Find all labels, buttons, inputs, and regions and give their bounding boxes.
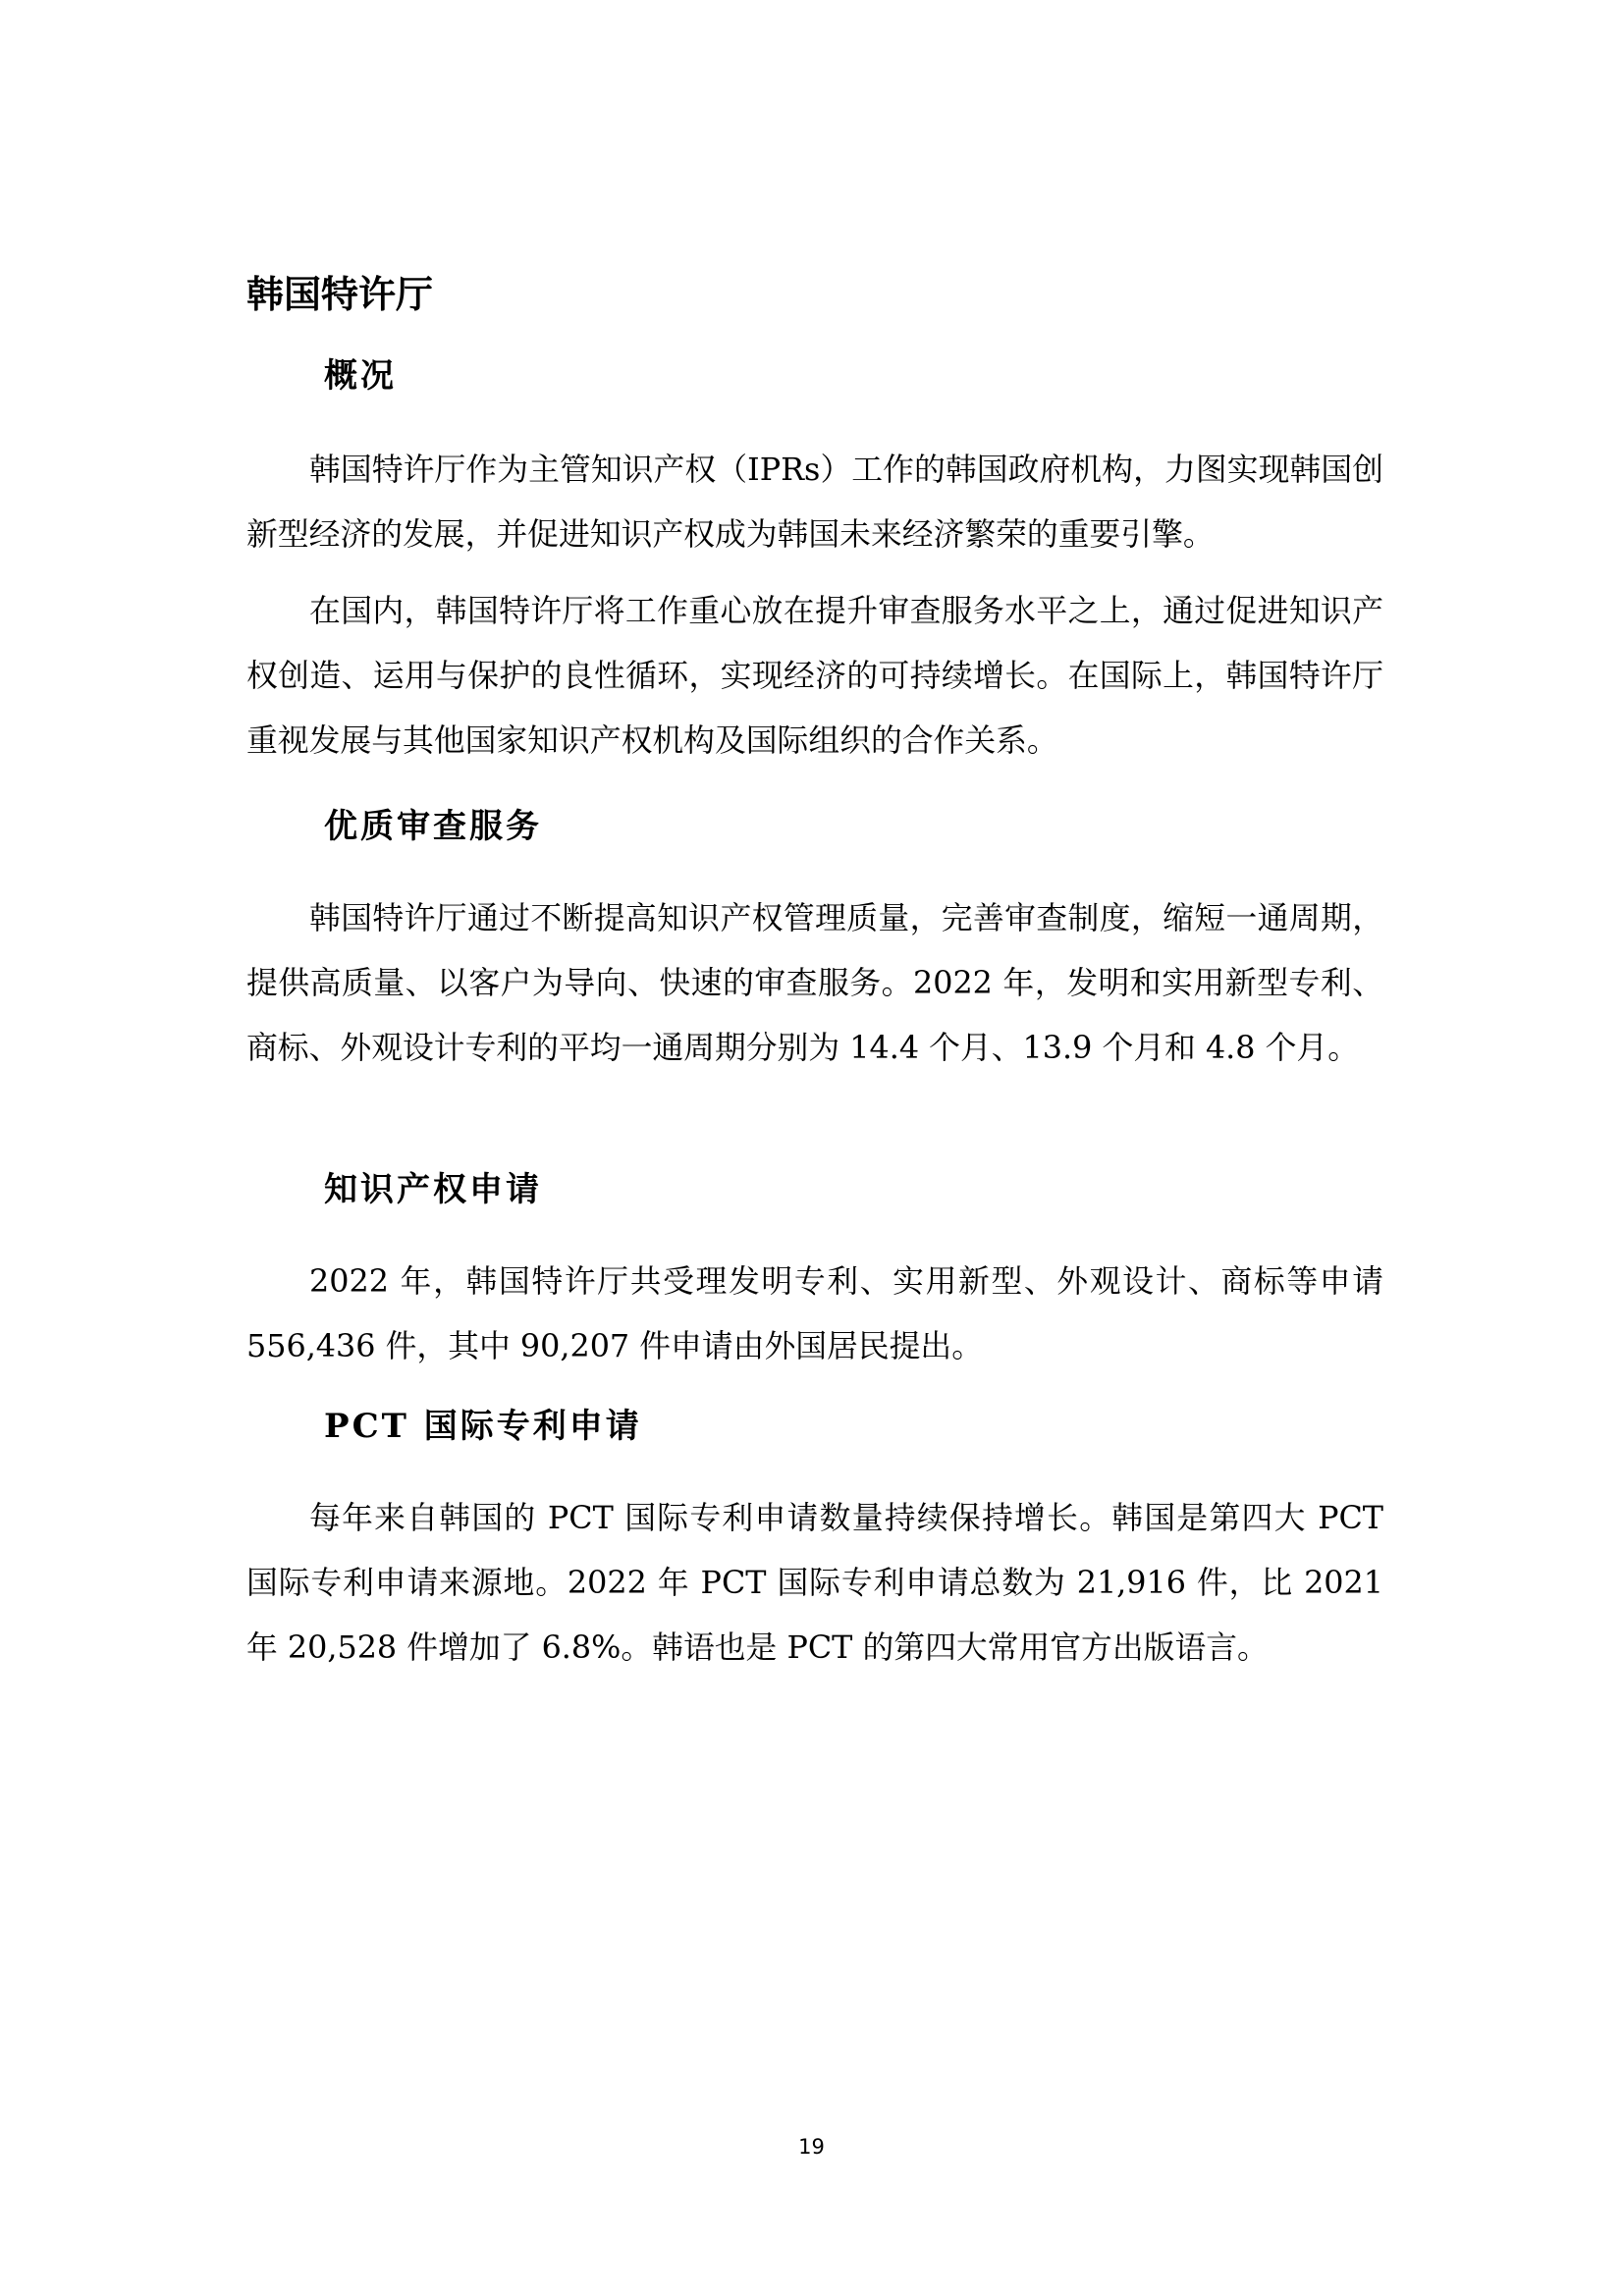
paragraph-examination-service: 韩国特许厅通过不断提高知识产权管理质量，完善审查制度，缩短一通周期，提供高质量、以客户为导向、快速的审查服务。2022 年，发明和实用新型专利、商标、外观设计专利的平均一通周期分别为 14.4 个月、13.9 个月和 4.8 个月。 [246,900,1383,1066]
paragraph-overview-1: 韩国特许厅作为主管知识产权（IPRs）工作的韩国政府机构，力图实现韩国创新型经济的发展，并促进知识产权成为韩国未来经济繁荣的重要引擎。 [246,452,1383,553]
paragraph-overview-2: 在国内，韩国特许厅将工作重心放在提升审查服务水平之上，通过促进知识产权创造、运用与保护的良性循环，实现经济的可持续增长。在国际上，韩国特许厅重视发展与其他国家知识产权机构及国际组织的合作关系。 [246,593,1383,759]
section-heading-overview: 概况 [324,356,397,396]
section-heading-pct: PCT 国际专利申请 [324,1407,642,1446]
paragraph-pct: 每年来自韩国的 PCT 国际专利申请数量持续保持增长。韩国是第四大 PCT 国际专利申请来源地。2022 年 PCT 国际专利申请总数为 21,916 件，比 2021 年 20,528 件增加了 6.8%。韩语也是 PCT 的第四大常用官方出版语言。 [246,1500,1383,1666]
section-heading-ip-applications: 知识产权申请 [324,1170,542,1209]
page-title: 韩国特许厅 [246,273,434,316]
page-number: 19 [798,2135,825,2159]
paragraph-ip-applications: 2022 年，韩国特许厅共受理发明专利、实用新型、外观设计、商标等申请 556,436 件，其中 90,207 件申请由外国居民提出。 [246,1263,1383,1364]
section-heading-examination-service: 优质审查服务 [324,807,542,846]
